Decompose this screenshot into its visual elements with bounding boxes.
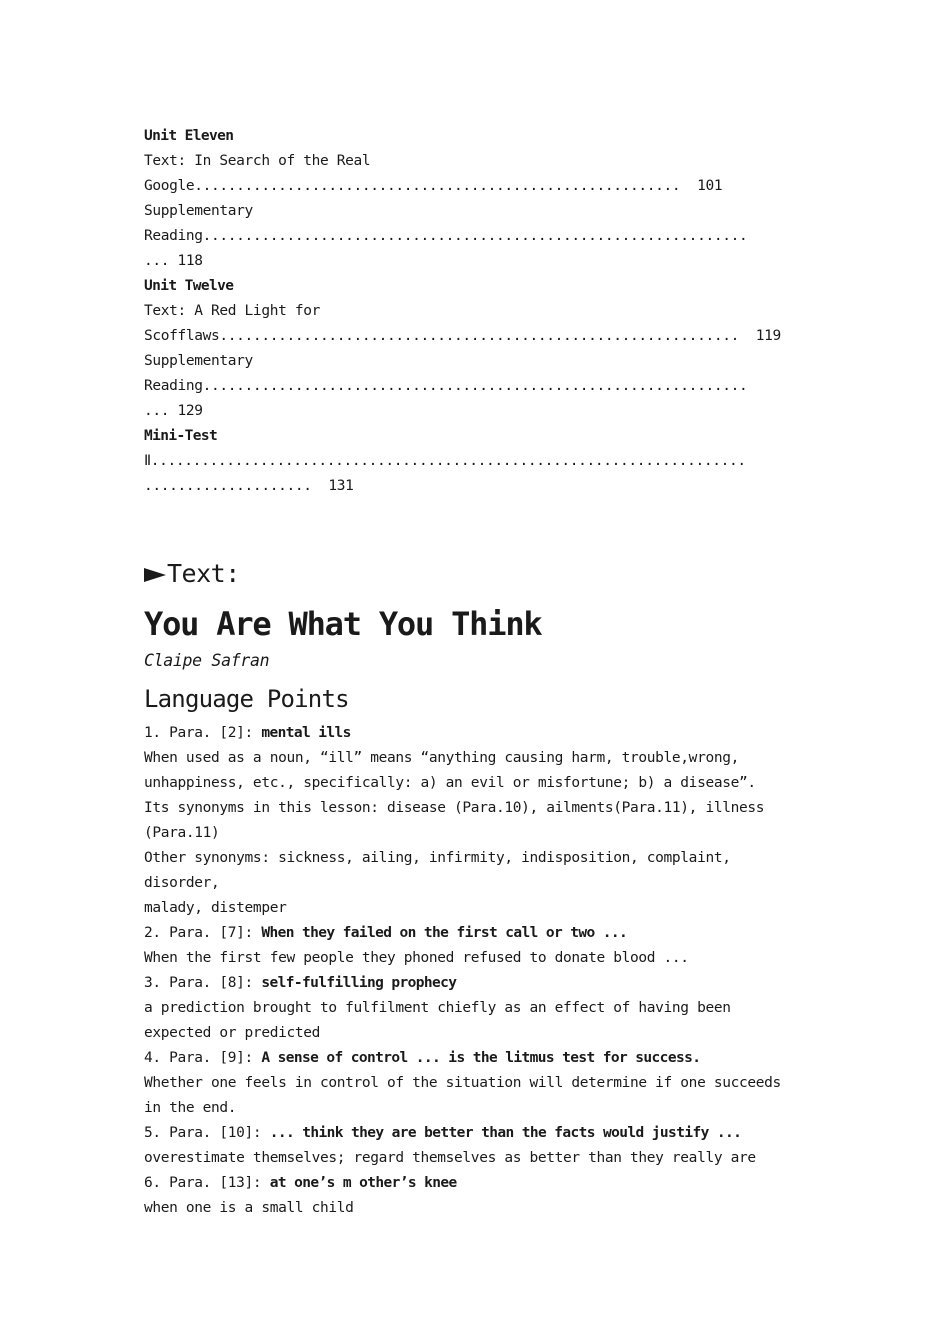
language-point-explanation-line: when one is a small child bbox=[144, 1200, 354, 1216]
language-point-phrase: When they failed on the first call or two ... bbox=[261, 925, 628, 941]
toc-unit-twelve-text-title: Text: A Red Light for bbox=[144, 303, 320, 319]
language-point-explanation-line: Whether one feels in control of the situation will determine if one succeeds bbox=[144, 1075, 781, 1091]
language-point-explanation-line: unhappiness, etc., specifically: a) an evil or misfortune; b) a disease”. bbox=[144, 775, 756, 791]
toc-unit-twelve-heading: Unit Twelve bbox=[144, 278, 234, 294]
toc-unit-eleven-text-title: Text: In Search of the Real bbox=[144, 153, 371, 169]
language-point-explanation-line: (Para.11) bbox=[144, 825, 220, 841]
language-point-explanation-line: overestimate themselves; regard themselves as better than they really are bbox=[144, 1150, 756, 1166]
language-point-heading bbox=[144, 1171, 809, 1196]
toc-unit-twelve-supp-page: ... 129 bbox=[144, 403, 203, 419]
language-point-reference: 2. Para. [7]: bbox=[144, 925, 262, 941]
toc-unit-eleven-supp-leader: Reading................................................................. bbox=[144, 228, 748, 244]
language-point-explanation-line: malady, distemper bbox=[144, 900, 287, 916]
language-point-heading bbox=[144, 921, 809, 946]
language-point-phrase: self-fulfilling prophecy bbox=[261, 975, 457, 991]
language-point-explanation-line: Other synonyms: sickness, ailing, infirmity, indisposition, complaint, bbox=[144, 850, 731, 866]
toc-unit-twelve-text-leader: Scofflaws.............................................................. 119 bbox=[144, 328, 781, 344]
language-point-phrase: A sense of control ... is the litmus test for success. bbox=[261, 1050, 701, 1066]
toc-unit-twelve-supp-leader: Reading................................................................. bbox=[144, 378, 748, 394]
language-point-reference: 5. Para. [10]: bbox=[144, 1125, 270, 1141]
language-point-reference: 3. Para. [8]: bbox=[144, 975, 262, 991]
toc-mini-test-page: .................... 131 bbox=[144, 478, 354, 494]
language-point-explanation-line: a prediction brought to fulfilment chiefly as an effect of having been bbox=[144, 1000, 731, 1016]
language-point-heading bbox=[144, 721, 809, 746]
language-point-explanation-line: disorder, bbox=[144, 875, 220, 891]
language-point-heading bbox=[144, 1046, 809, 1071]
toc-mini-test-leader: Ⅱ....................................................................... bbox=[144, 453, 746, 469]
language-points-list bbox=[144, 721, 809, 1221]
language-point-explanation-line: When the first few people they phoned refused to donate blood ... bbox=[144, 950, 689, 966]
language-point-heading bbox=[144, 971, 809, 996]
toc-unit-twelve-supp-title: Supplementary bbox=[144, 353, 253, 369]
language-points-heading: Language Points bbox=[144, 685, 349, 713]
language-point-explanation-line: expected or predicted bbox=[144, 1025, 320, 1041]
text-section-label bbox=[144, 556, 240, 592]
article-author: Claipe Safran bbox=[144, 651, 270, 670]
language-point-phrase: ... think they are better than the facts would justify ... bbox=[269, 1125, 742, 1141]
language-point-phrase: at one’s m other’s knee bbox=[269, 1175, 457, 1191]
text-section-label-text: Text: bbox=[167, 559, 240, 588]
table-of-contents bbox=[144, 124, 809, 499]
language-point-reference: 4. Para. [9]: bbox=[144, 1050, 262, 1066]
language-point-heading bbox=[144, 1121, 809, 1146]
language-point-explanation-line: Its synonyms in this lesson: disease (Para.10), ailments(Para.11), illness bbox=[144, 800, 765, 816]
language-point-explanation-line: When used as a noun, “ill” means “anything causing harm, trouble,wrong, bbox=[144, 750, 739, 766]
toc-unit-eleven-supp-page: ... 118 bbox=[144, 253, 203, 269]
language-point-reference: 6. Para. [13]: bbox=[144, 1175, 270, 1191]
language-point-reference: 1. Para. [2]: bbox=[144, 725, 262, 741]
toc-unit-eleven-text-leader: Google.......................................................... 101 bbox=[144, 178, 723, 194]
article-title: You Are What You Think bbox=[144, 605, 542, 643]
triangle-pointer-icon bbox=[144, 568, 166, 582]
toc-unit-eleven-supp-title: Supplementary bbox=[144, 203, 253, 219]
language-point-explanation-line: in the end. bbox=[144, 1100, 237, 1116]
toc-mini-test-heading: Mini-Test bbox=[144, 428, 218, 444]
language-point-phrase: mental ills bbox=[261, 725, 351, 741]
toc-unit-eleven-heading: Unit Eleven bbox=[144, 128, 234, 144]
